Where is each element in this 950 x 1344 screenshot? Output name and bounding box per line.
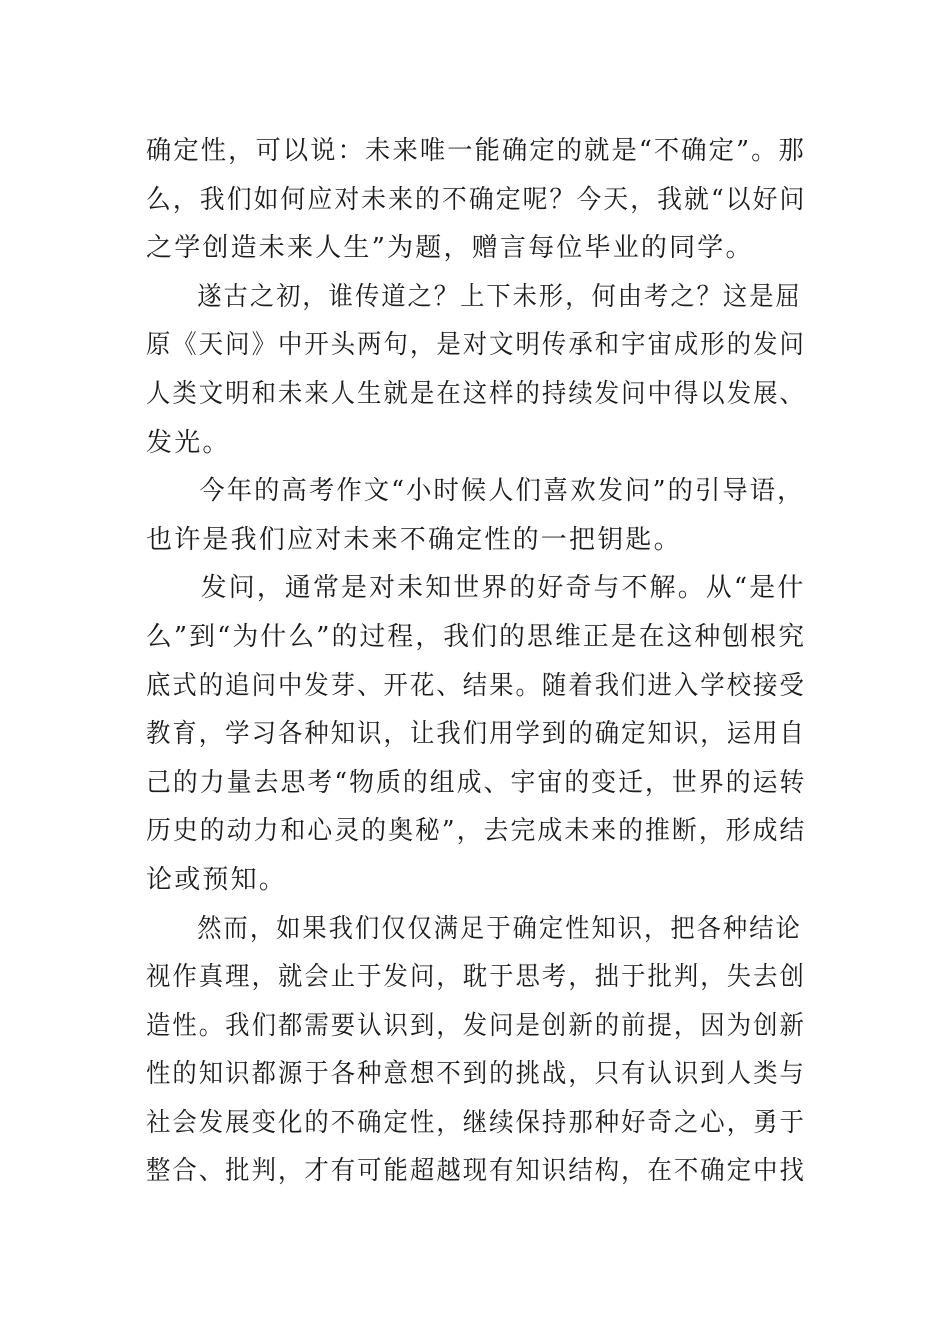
text-line: 性的知识都源于各种意想不到的挑战，只有认识到人类与 (146, 1059, 806, 1090)
text-line: 么”到“为什么”的过程，我们的思维正是在这种刨根究 (146, 621, 807, 652)
text-line: 么，我们如何应对未来的不确定呢？今天，我就“以好问 (146, 184, 807, 215)
text-line: 发光。 (146, 427, 231, 458)
text-line: 社会发展变化的不确定性，继续保持那种好奇之心，勇于 (146, 1107, 806, 1138)
text-line: 然而，如果我们仅仅满足于确定性知识，把各种结论 (197, 913, 802, 944)
text-line: 造性。我们都需要认识到，发问是创新的前提，因为创新 (146, 1010, 806, 1041)
text-line: 底式的追问中发芽、开花、结果。随着我们进入学校接受 (146, 670, 806, 701)
text-line: 原《天问》中开头两句，是对文明传承和宇宙成形的发问 (146, 330, 806, 361)
text-line: 己的力量去思考“物质的组成、宇宙的变迁，世界的运转 (146, 767, 807, 798)
text-line: 也许是我们应对未来不确定性的一把钥匙。 (146, 524, 682, 555)
text-line: 教育，学习各种知识，让我们用学到的确定知识，运用自 (146, 719, 806, 750)
text-line: 遂古之初，谁传道之？上下未形，何由考之？这是屈 (197, 281, 802, 312)
text-line: 视作真理，就会止于发问，耽于思考，拙于批判，失去创 (146, 962, 806, 993)
text-line: 历史的动力和心灵的奥秘”，去完成未来的推断，形成结 (146, 816, 807, 847)
text-line: 发问，通常是对未知世界的好奇与不解。从“是什 (200, 573, 806, 604)
text-line: 论或预知。 (146, 864, 288, 895)
body-text (146, 127, 806, 1196)
text-line: 整合、批判，才有可能超越现有知识结构，在不确定中找 (146, 1156, 806, 1187)
text-line: 确定性，可以说：未来唯一能确定的就是“不确定”。那 (146, 136, 806, 166)
text-line: 今年的高考作文“小时候人们喜欢发问”的引导语， (199, 476, 805, 507)
text-line: 之学创造未来人生”为题，赠言每位毕业的同学。 (146, 233, 754, 264)
text-line: 人类文明和未来人生就是在这样的持续发问中得以发展、 (146, 378, 806, 409)
